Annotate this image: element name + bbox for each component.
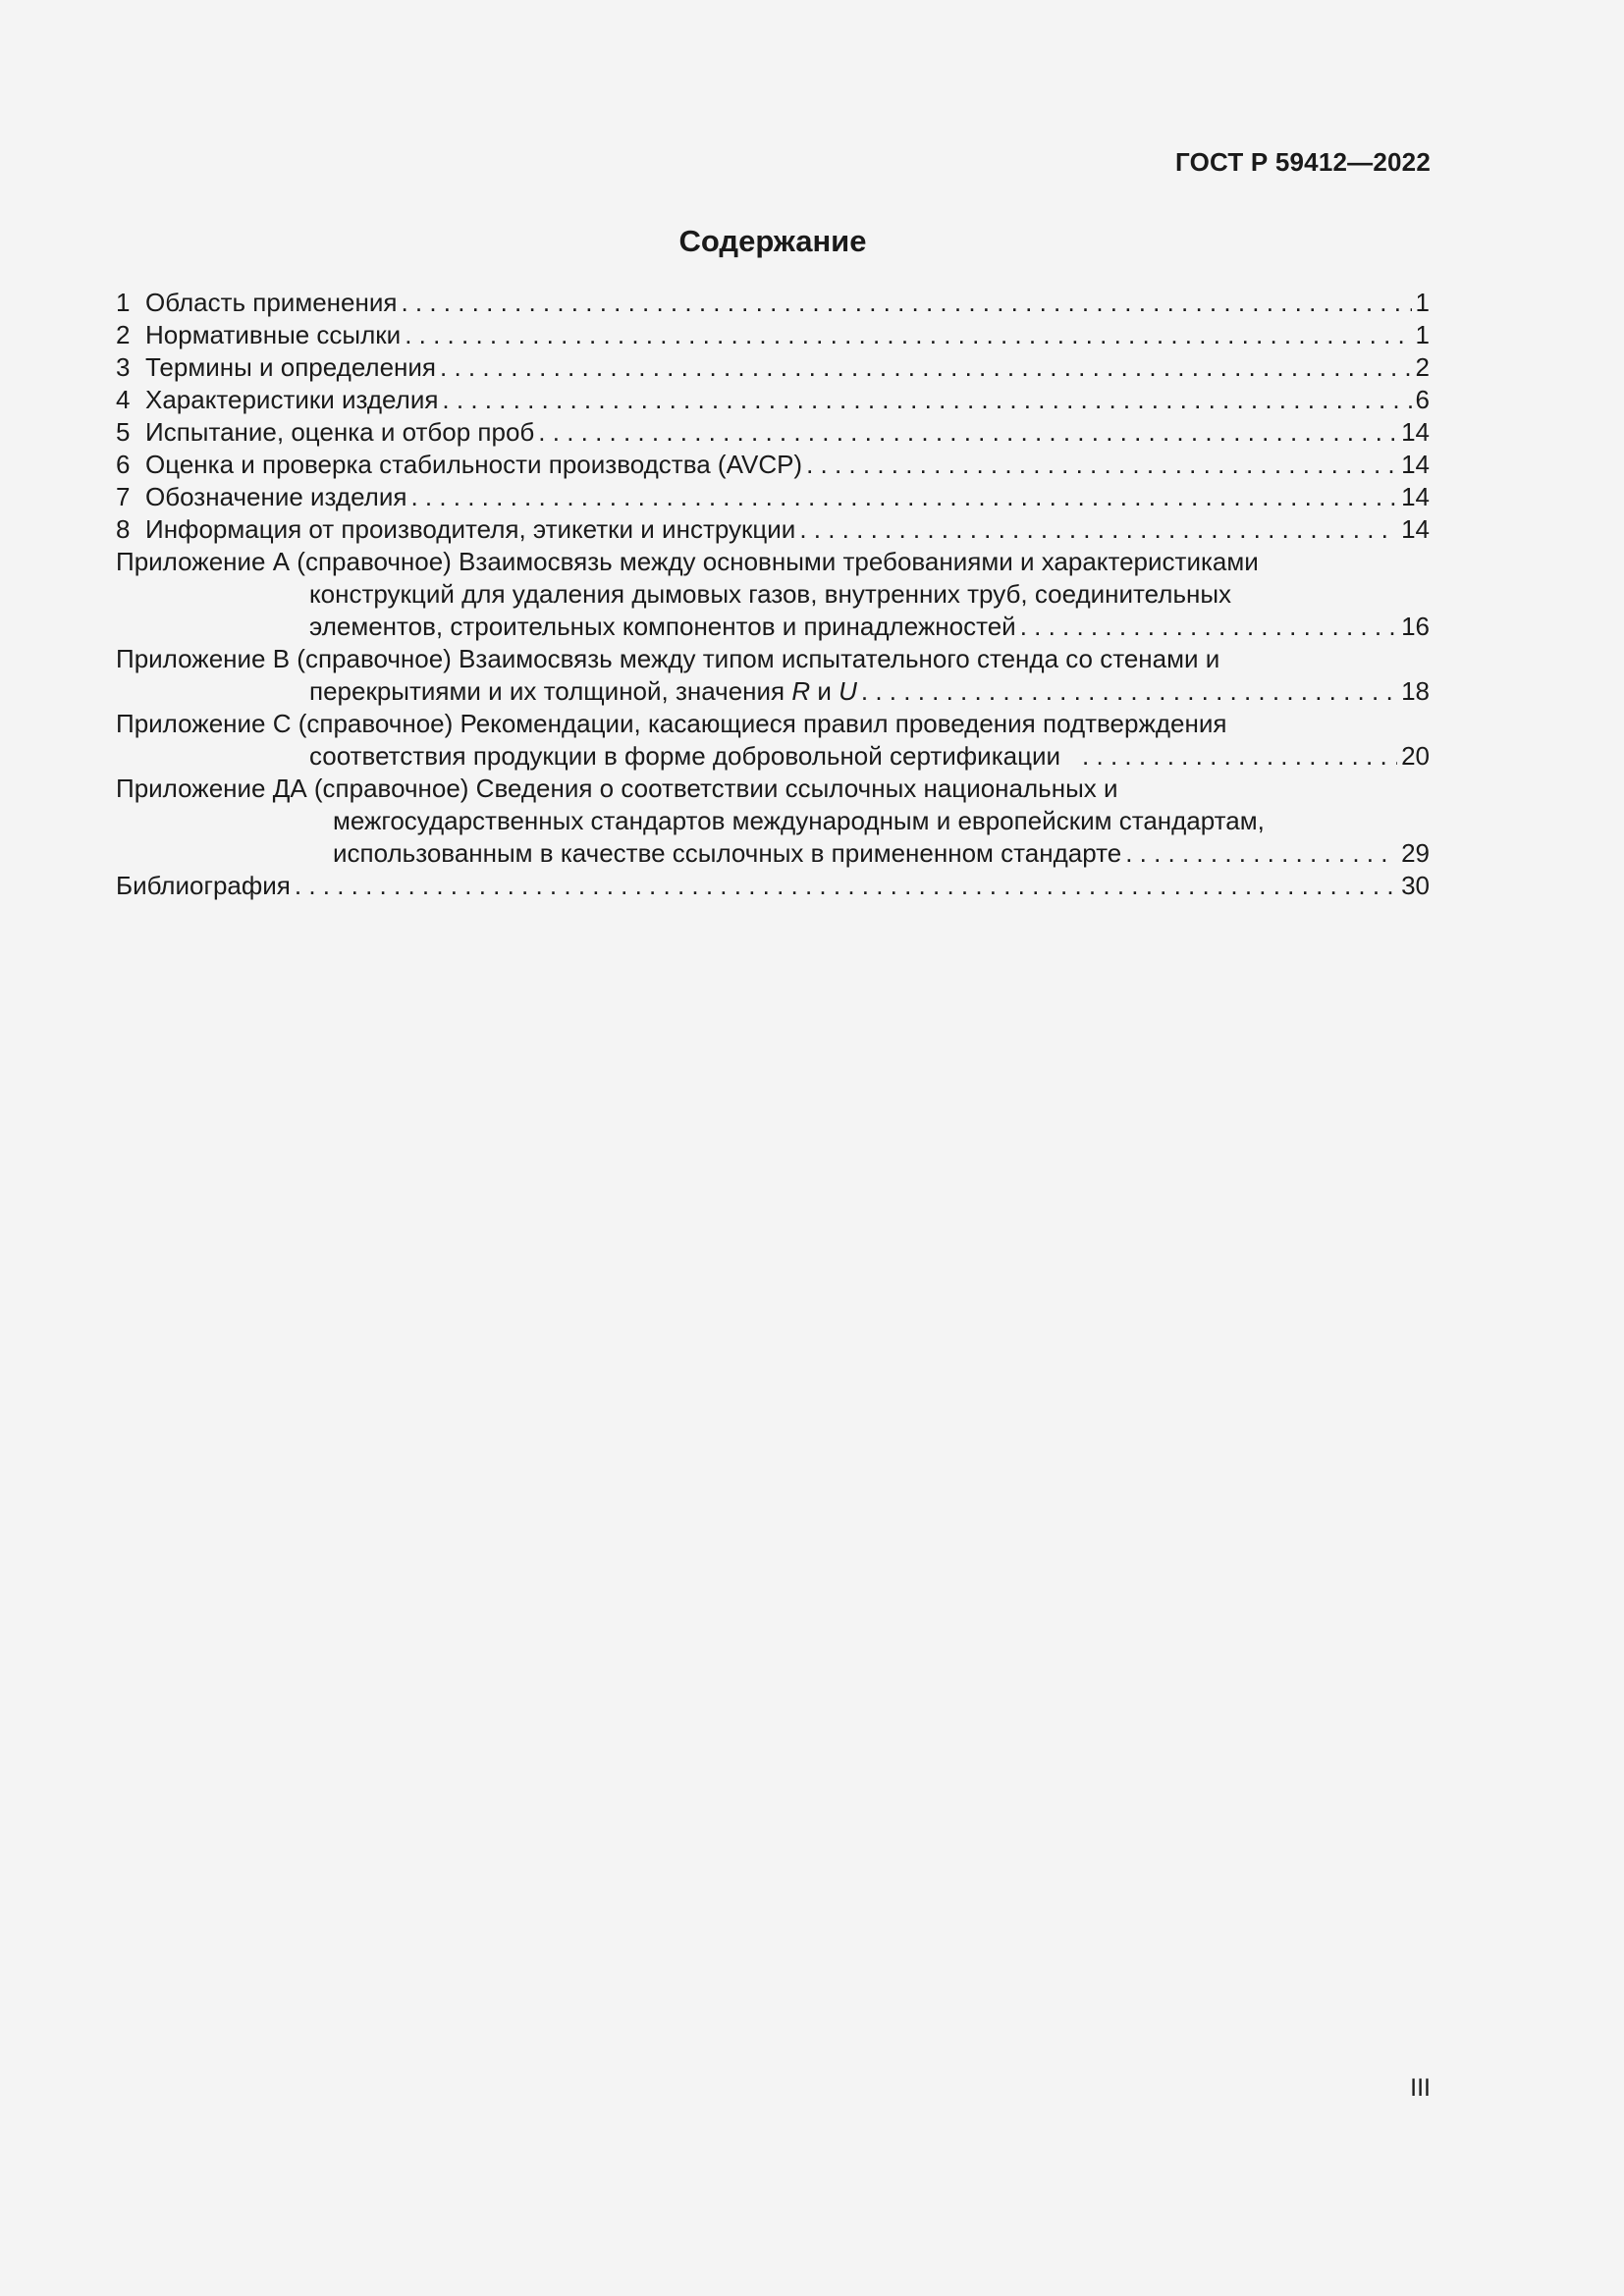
toc-item-page: 6 [1415,385,1430,414]
toc-item-label: Термины и определения [145,352,437,382]
toc-item-number: 6 [116,450,131,479]
toc-item-number: 3 [116,352,131,382]
toc-bibliography-label: Библиография [116,871,291,900]
toc-leader-dots [295,870,1397,902]
toc-item[interactable] [116,416,1430,449]
toc-leader-dots [806,449,1397,481]
toc-leader-dots [442,384,1411,416]
toc-leader-dots [405,319,1411,351]
toc-annex-da-line1: Приложение ДА (справочное) Сведения о соответствии ссылочных национальных и [116,774,1118,803]
toc-annex-c-line2: соответствия продукции в форме добровольной сертификации [309,741,1061,771]
toc-item-number: 7 [116,482,131,511]
toc-item[interactable] [116,449,1430,481]
toc-leader-dots [1125,837,1397,870]
toc-item[interactable] [116,384,1430,416]
toc-item[interactable] [116,287,1430,319]
toc-item-label: Нормативные ссылки [145,320,402,349]
toc-annex-a-line1: Приложение А (справочное) Взаимосвязь между основными требованиями и характеристиками [116,547,1259,576]
toc-annex-b-line1: Приложение В (справочное) Взаимосвязь между типом испытательного стенда со стенами и [116,644,1220,673]
toc-item-page: 14 [1401,482,1430,511]
toc-annex-c[interactable] [116,708,1430,773]
toc-title: Содержание [678,224,867,258]
toc-leader-dots [410,481,1397,513]
toc-leader-dots [1082,740,1397,773]
toc-bibliography-page: 30 [1401,871,1430,900]
toc-annex-b-page: 18 [1401,676,1430,706]
toc-item[interactable] [116,513,1430,546]
toc-item[interactable] [116,481,1430,513]
toc-item-label: Испытание, оценка и отбор проб [145,417,535,447]
toc-leader-dots [861,675,1397,708]
toc-annex-b[interactable] [116,643,1430,708]
toc-item-label: Характеристики изделия [145,385,439,414]
toc-item-number: 1 [116,288,131,317]
toc-annex-a-page: 16 [1401,612,1430,641]
toc-item-page: 2 [1415,352,1430,382]
toc-item-page: 1 [1415,320,1430,349]
toc-annex-a-line3: элементов, строительных компонентов и принадлежностей [309,612,1016,641]
toc-leader-dots [1020,611,1397,643]
toc-item-page: 14 [1401,417,1430,447]
toc-leader-dots [401,287,1411,319]
toc-item[interactable] [116,319,1430,351]
toc-item-number: 5 [116,417,131,447]
toc-item-label: Обозначение изделия [145,482,407,511]
toc-annex-b-line2: перекрытиями и их толщиной, значения R и U [309,676,857,706]
toc-item-page: 14 [1401,514,1430,544]
toc-leader-dots [538,416,1397,449]
toc-item[interactable] [116,351,1430,384]
toc-leader-dots [440,351,1412,384]
toc-item-page: 14 [1401,450,1430,479]
toc-item-label: Оценка и проверка стабильности производства (AVCP) [145,450,803,479]
document-code: ГОСТ Р 59412—2022 [1175,147,1431,177]
toc-annex-da[interactable] [116,773,1430,870]
toc-item-number: 4 [116,385,131,414]
toc-item-number: 2 [116,320,131,349]
toc-item-label: Информация от производителя, этикетки и инструкции [145,514,796,544]
toc-leader-dots [799,513,1397,546]
toc-annex-c-page: 20 [1401,741,1430,771]
toc-annex-c-line1: Приложение С (справочное) Рекомендации, касающиеся правил проведения подтверждения [116,709,1227,738]
toc-item-label: Область применения [145,288,398,317]
toc-annex-a-line2: конструкций для удаления дымовых газов, внутренних труб, соединительных [309,579,1232,609]
toc-annex-a[interactable] [116,546,1430,643]
page-number: III [1410,2074,1431,2102]
toc-annex-da-line2: межгосударственных стандартов международным и европейским стандартам, [333,806,1265,835]
toc-item-number: 8 [116,514,131,544]
toc-annex-da-line3: использованным в качестве ссылочных в примененном стандарте [333,838,1122,868]
toc-item-page: 1 [1415,288,1430,317]
table-of-contents [116,287,1430,902]
toc-annex-da-page: 29 [1401,838,1430,868]
toc-bibliography[interactable] [116,870,1430,902]
